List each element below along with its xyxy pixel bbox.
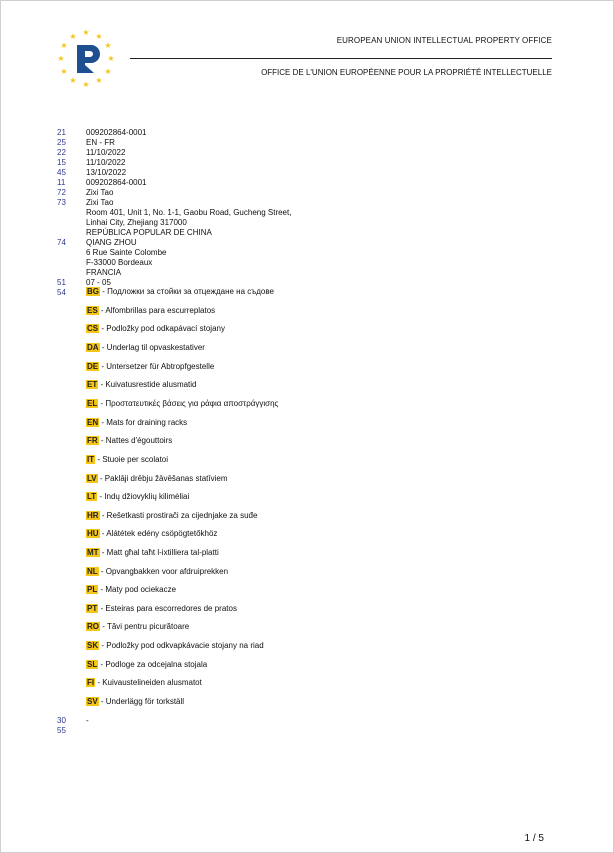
field-code: 54 xyxy=(57,288,66,297)
field-code: 15 xyxy=(57,158,66,167)
field-value-registration-number: 009202864-0001 xyxy=(86,178,147,187)
field-code: 21 xyxy=(57,128,66,137)
indication-text: Nattes d'égouttoirs xyxy=(105,436,173,445)
language-tag: SV xyxy=(87,697,98,706)
indication-text: Kuivaustelineiden alusmatot xyxy=(102,678,202,687)
indication-item: PL - Maty pod ociekacze xyxy=(87,585,177,594)
indication-item: FR - Nattes d'égouttoirs xyxy=(87,436,173,445)
language-tag: FR xyxy=(87,436,98,445)
indication-text: Προστατευτικές βάσεις για ράφια αποστράγγισης xyxy=(105,399,279,408)
field-value-languages: EN - FR xyxy=(86,138,115,147)
indication-text: Подложки за стойки за отцеждане на съдове xyxy=(107,287,274,296)
indication-item: DE - Untersetzer für Abtropfgestelle xyxy=(87,362,215,371)
field-code: 51 xyxy=(57,278,66,287)
indication-text: Alátétek edény csöpögtetőkhöz xyxy=(106,529,218,538)
language-tag: EN xyxy=(87,418,99,427)
field-code: 11 xyxy=(57,178,66,187)
indication-item: SV - Underlägg för torkställ xyxy=(87,697,185,706)
field-code: 72 xyxy=(57,188,66,197)
field-value-registration-date: 11/10/2022 xyxy=(86,158,126,167)
page-number: 1 / 5 xyxy=(524,833,544,844)
field-code: 73 xyxy=(57,198,66,207)
field-code: 45 xyxy=(57,168,66,177)
language-tag: HU xyxy=(87,529,99,538)
language-tag: EL xyxy=(87,399,98,408)
office-name-en: EUROPEAN UNION INTELLECTUAL PROPERTY OFFICE xyxy=(336,36,552,45)
language-tag: SK xyxy=(87,641,99,650)
indication-text: Tăvi pentru picurătoare xyxy=(106,622,190,631)
indication-text: Untersetzer für Abtropfgestelle xyxy=(106,362,215,371)
field-code: 30 xyxy=(57,716,66,725)
field-value-designer: Zixi Tao xyxy=(86,188,114,197)
language-tag: PL xyxy=(87,585,98,594)
indication-text: Indų džiovyklių kilimėliai xyxy=(104,492,190,501)
language-tag: BG xyxy=(87,287,99,296)
indication-item: SL - Podloge za odcejalna stojala xyxy=(87,660,208,669)
indication-text: Paklāji drēbju žāvēšanas statīviem xyxy=(104,474,228,483)
indication-item: SK - Podložky pod odkvapkávacie stojany na riad xyxy=(87,641,264,650)
indication-item: LV - Paklāji drēbju žāvēšanas statīviem xyxy=(87,474,228,483)
svg-text:★: ★ xyxy=(69,76,77,85)
language-tag: LT xyxy=(87,492,97,501)
field-value-design-number: 009202864-0001 xyxy=(86,128,147,137)
language-tag: CS xyxy=(87,324,99,333)
language-tag: ET xyxy=(87,380,98,389)
svg-text:★: ★ xyxy=(60,41,68,50)
language-tag: SL xyxy=(87,660,98,669)
svg-text:★: ★ xyxy=(69,32,77,41)
indication-item: NL - Opvangbakken voor afdruiprekken xyxy=(87,567,229,576)
svg-text:★: ★ xyxy=(57,54,65,63)
indication-item: PT - Esteiras para escorredores de pratos xyxy=(87,604,237,613)
indication-item: FI - Kuivaustelineiden alusmatot xyxy=(87,678,202,687)
field-code: 55 xyxy=(57,726,66,735)
header-rule xyxy=(130,58,552,59)
field-code: 25 xyxy=(57,138,66,147)
svg-text:★: ★ xyxy=(107,54,115,63)
svg-text:★: ★ xyxy=(95,76,103,85)
indication-text: Podložky pod odkvapkávacie stojany na riad xyxy=(106,641,264,650)
field-value-publication-date: 13/10/2022 xyxy=(86,168,127,177)
svg-text:★: ★ xyxy=(95,32,103,41)
language-tag: LV xyxy=(87,474,97,483)
language-tag: MT xyxy=(87,548,99,557)
indication-item: HU - Alátétek edény csöpögtetőkhöz xyxy=(87,529,218,538)
indication-text: Matt għal taħt l-ixtilliera tal-platti xyxy=(106,548,219,557)
indication-text: Esteiras para escorredores de pratos xyxy=(105,604,237,613)
language-tag: RO xyxy=(87,622,99,631)
indication-item: LT - Indų džiovyklių kilimėliai xyxy=(87,492,190,501)
indication-item: DA - Underlag til opvaskestativer xyxy=(87,343,205,352)
field-code: 74 xyxy=(57,238,66,247)
indication-text: Maty pod ociekacze xyxy=(105,585,177,594)
indication-item: EL - Προστατευτικές βάσεις για ράφια αποστράγγισης xyxy=(87,399,279,408)
svg-text:★: ★ xyxy=(82,28,90,37)
svg-text:★: ★ xyxy=(82,80,90,89)
language-tag: DA xyxy=(87,343,99,352)
language-tag: IT xyxy=(87,455,95,464)
indication-item: ET - Kuivatusrestide alusmatid xyxy=(87,380,197,389)
language-tag: PT xyxy=(87,604,98,613)
indication-item: EN - Mats for draining racks xyxy=(87,418,188,427)
indication-item: HR - Rešetkasti prostirači za cijednjake za suđe xyxy=(87,511,258,520)
indication-item: BG - Подложки за стойки за отцеждане на съдове xyxy=(87,287,274,296)
language-tag: FI xyxy=(87,678,95,687)
field-value-representative: QIANG ZHOU 6 Rue Sainte Colombe F-33000 Bordeaux FRANCIA xyxy=(86,238,167,277)
indication-text: Mats for draining racks xyxy=(106,418,188,427)
indication-text: Underlägg för torkställ xyxy=(105,697,185,706)
indication-text: Alfombrillas para escurreplatos xyxy=(105,306,216,315)
svg-text:★: ★ xyxy=(104,41,112,50)
field-value-priority: - xyxy=(86,716,89,725)
field-value-holder: Zixi Tao Room 401, Unit 1, No. 1-1, Gaobu Road, Gucheng Street, Linhai City, Zhejiang 317000 REPÚBLICA POPULAR DE CHINA xyxy=(86,198,292,237)
indication-text: Rešetkasti prostirači za cijednjake za suđe xyxy=(106,511,258,520)
language-tag: ES xyxy=(87,306,98,315)
office-name-fr: OFFICE DE L'UNION EUROPÉENNE POUR LA PROPRIÉTÉ INTELLECTUELLE xyxy=(261,68,552,77)
indication-item: RO - Tăvi pentru picurătoare xyxy=(87,622,190,631)
indication-item: MT - Matt għal taħt l-ixtilliera tal-platti xyxy=(87,548,219,557)
language-tag: NL xyxy=(87,567,98,576)
indication-text: Kuivatusrestide alusmatid xyxy=(105,380,197,389)
language-tag: DE xyxy=(87,362,99,371)
indication-item: ES - Alfombrillas para escurreplatos xyxy=(87,306,216,315)
language-tag: HR xyxy=(87,511,99,520)
field-code: 22 xyxy=(57,148,66,157)
indication-text: Podložky pod odkapávací stojany xyxy=(106,324,225,333)
indication-item: IT - Stuoie per scolatoi xyxy=(87,455,169,464)
svg-text:★: ★ xyxy=(104,67,112,76)
indication-text: Podloge za odcejalna stojala xyxy=(105,660,208,669)
indication-item: CS - Podložky pod odkapávací stojany xyxy=(87,324,225,333)
field-value-filing-date: 11/10/2022 xyxy=(86,148,126,157)
field-value-locarno-class: 07 - 05 xyxy=(86,278,111,287)
euipo-logo xyxy=(55,27,117,89)
indication-text: Stuoie per scolatoi xyxy=(102,455,169,464)
indication-text: Opvangbakken voor afdruiprekken xyxy=(105,567,229,576)
indication-text: Underlag til opvaskestativer xyxy=(106,343,205,352)
svg-text:★: ★ xyxy=(60,67,68,76)
